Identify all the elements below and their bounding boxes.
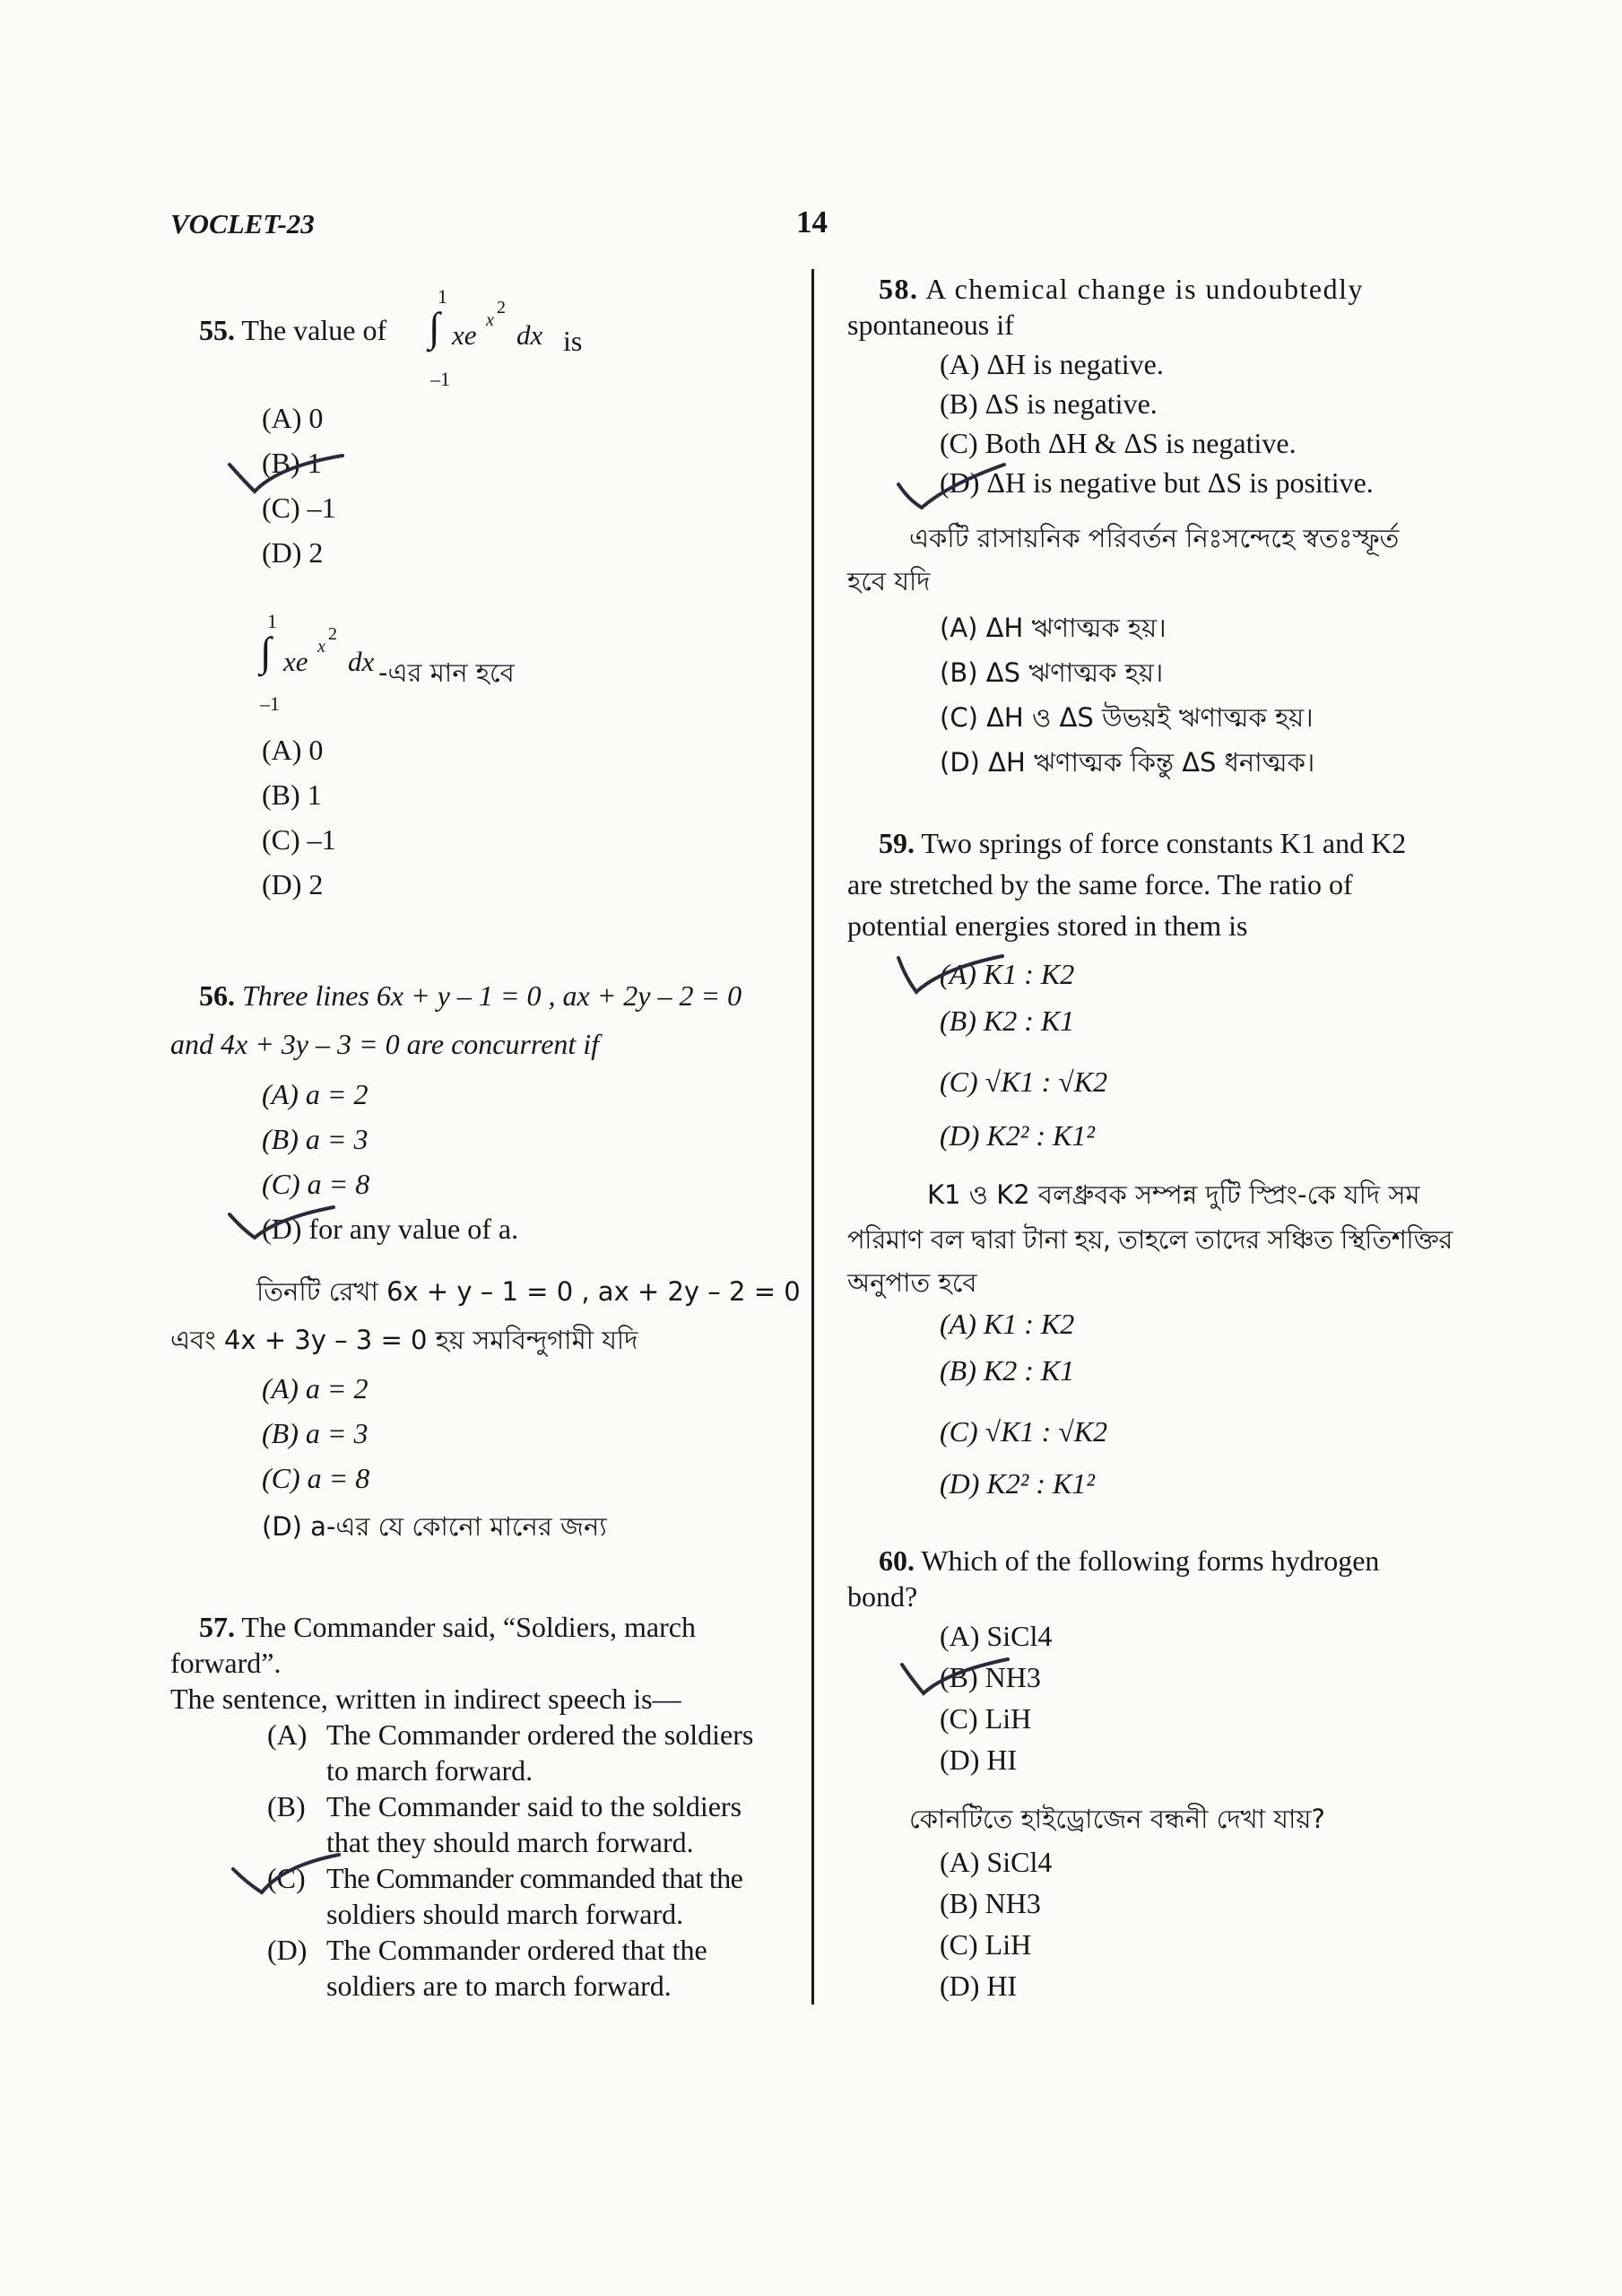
option-c[interactable]: (C) Both ΔH & ΔS is negative. [940, 427, 1297, 459]
option-label: (D) [267, 1934, 308, 1966]
exam-code: VOCLET-23 [170, 208, 315, 239]
question-number: 57. [199, 1611, 235, 1643]
option-text-line1: The Commander said to the soldiers [326, 1790, 742, 1822]
question-56 [199, 978, 742, 1013]
option-d[interactable]: (D) HI [940, 1744, 1018, 1776]
option-b[interactable]: (B) a = 3 [262, 1123, 369, 1155]
option-c[interactable]: (C) –1 [262, 491, 336, 524]
differential: dx [516, 319, 543, 351]
option-c[interactable]: (C) √K1 : √K2 [940, 1065, 1108, 1098]
option-d-bn[interactable]: (D) a-এর যে কোনো মানের জন্য [262, 1511, 607, 1542]
question-58 [879, 271, 1364, 307]
question-text-line1: Which of the following forms hydrogen [921, 1544, 1380, 1577]
integral-expression [429, 285, 572, 393]
option-a[interactable]: (A) K1 : K2 [940, 958, 1075, 990]
differential: dx [348, 646, 375, 677]
question-text-line1: Two springs of force constants K1 and K2 [921, 827, 1407, 859]
option-text-line2: that they should march forward. [326, 1826, 694, 1858]
option-label: (C) [267, 1862, 306, 1894]
question-text-line3: potential energies stored in them is [847, 909, 1248, 942]
question-text: The value of [241, 314, 387, 346]
option-c[interactable]: (C) LiH [940, 1702, 1032, 1735]
option-text-line2: soldiers are to march forward. [326, 1970, 672, 2002]
option-b[interactable]: (B) NH3 [940, 1661, 1041, 1693]
option-a[interactable]: (A) a = 2 [262, 1078, 369, 1110]
question-text-bn-line1: একটি রাসায়নিক পরিবর্তন নিঃসন্দেহে স্বতঃস্ফূর্ত [909, 523, 1400, 553]
question-57 [199, 1609, 696, 1645]
integrand-exponent: x [486, 310, 494, 330]
option-d[interactable]: (D) ΔH is negative but ΔS is positive. [940, 466, 1374, 499]
question-number: 58. [879, 273, 919, 305]
answer-tick-mark-icon [891, 947, 1008, 1001]
option-b-bn[interactable]: (B) a = 3 [262, 1417, 369, 1449]
integral-upper-limit: 1 [267, 610, 277, 632]
question-number: 60. [879, 1544, 915, 1577]
question-text-bn-line2: হবে যদি [847, 566, 931, 596]
option-a[interactable]: (A) SiCl4 [940, 1620, 1053, 1652]
question-text-line1: The Commander said, “Soldiers, march [241, 1611, 696, 1643]
answer-tick-mark-icon [897, 1652, 1013, 1702]
option-c-bn[interactable]: (C) ΔH ও ΔS উভয়ই ঋণাত্মক হয়। [940, 702, 1314, 733]
option-d-bn[interactable]: (D) K2² : K1² [940, 1467, 1095, 1500]
option-b[interactable]: (B) 1 [262, 447, 322, 479]
option-d[interactable]: (D) for any value of a. [262, 1213, 519, 1245]
question-text-line2: forward”. [170, 1647, 282, 1679]
option-a-bn[interactable]: (A) 0 [262, 734, 324, 766]
question-text-line1: Three lines 6x + y – 1 = 0 , ax + 2y – 2 = 0 [242, 979, 742, 1012]
question-text-line1: A chemical change is undoubtedly [925, 273, 1364, 305]
option-c-bn[interactable]: (C) a = 8 [262, 1462, 370, 1494]
question-text-line2: are stretched by the same force. The ratio of [847, 868, 1353, 900]
option-label: (B) [267, 1790, 306, 1822]
question-number: 56. [199, 979, 235, 1012]
option-text-line1: The Commander commanded that the [326, 1862, 743, 1894]
option-c[interactable]: (C) a = 8 [262, 1168, 370, 1200]
option-d-bn[interactable]: (D) HI [940, 1970, 1018, 2002]
option-b[interactable]: (B) K2 : K1 [940, 1004, 1075, 1037]
option-d-bn[interactable]: (D) ΔH ঋণাত্মক কিন্তু ΔS ধনাত্মক। [940, 747, 1315, 778]
option-c-bn[interactable]: (C) –1 [262, 823, 336, 856]
page-number: 14 [796, 204, 828, 239]
integral-sign: ∫ [429, 304, 440, 350]
option-a-bn[interactable]: (A) ΔH ঋণাত্মক হয়। [940, 613, 1167, 643]
integrand: xe [452, 319, 477, 351]
option-a-bn[interactable]: (A) a = 2 [262, 1372, 369, 1405]
option-c-bn[interactable]: (C) √K1 : √K2 [940, 1415, 1108, 1448]
option-c-bn[interactable]: (C) LiH [940, 1928, 1032, 1961]
option-b-bn[interactable]: (B) K2 : K1 [940, 1354, 1075, 1387]
question-text-line2: and 4x + 3y – 3 = 0 are concurrent if [170, 1028, 600, 1060]
option-b-bn[interactable]: (B) NH3 [940, 1887, 1041, 1919]
question-text-bn-line1: K1 ও K2 বলধ্রুবক সম্পন্ন দুটি স্প্রিং-কে যদি সম [927, 1179, 1420, 1210]
question-text-bn-line2: এবং 4x + 3y – 3 = 0 হয় সমবিন্দুগামী যদি [170, 1325, 638, 1355]
question-text-line2: bond? [847, 1580, 918, 1613]
option-b-bn[interactable]: (B) 1 [262, 778, 322, 811]
question-60 [879, 1543, 1379, 1578]
option-a[interactable] [267, 1717, 796, 1787]
integrand-exponent: x [317, 637, 325, 657]
option-d[interactable]: (D) 2 [262, 536, 324, 569]
option-text-line2: soldiers should march forward. [326, 1898, 684, 1930]
option-d-bn[interactable]: (D) 2 [262, 868, 324, 900]
answer-tick-mark-icon [224, 1202, 341, 1247]
integrand-exponent-power: 2 [497, 298, 506, 317]
option-d[interactable]: (D) K2² : K1² [940, 1119, 1095, 1152]
option-a-bn[interactable]: (A) SiCl4 [940, 1846, 1053, 1878]
integral-lower-limit: –1 [430, 368, 450, 390]
question-text-bn-line2: পরিমাণ বল দ্বারা টানা হয়, তাহলে তাদের সঞ্চিত স্থিতিশক্তির [847, 1224, 1453, 1255]
question-text-bn: কোনটিতে হাইড্রোজেন বন্ধনী দেখা যায়? [909, 1804, 1325, 1834]
answer-tick-mark-icon [228, 1849, 344, 1900]
question-text-bn-line3: অনুপাত হবে [847, 1267, 977, 1298]
integrand: xe [283, 646, 308, 677]
integral-upper-limit: 1 [438, 285, 447, 308]
question-text-bn: -এর মান হবে [378, 657, 515, 688]
option-a-bn[interactable]: (A) K1 : K2 [940, 1308, 1075, 1340]
option-b-bn[interactable]: (B) ΔS ঋণাত্মক হয়। [940, 657, 1164, 688]
option-c[interactable] [267, 1860, 796, 1930]
question-text-line3: The sentence, written in indirect speech is— [170, 1683, 681, 1715]
question-number: 59. [879, 827, 915, 859]
option-d[interactable] [267, 1932, 796, 2002]
question-number: 55. [199, 314, 235, 346]
option-text-line1: The Commander ordered the soldiers [326, 1718, 754, 1751]
question-text-end: is [563, 325, 583, 357]
option-text-line2: to march forward. [326, 1754, 533, 1787]
integral-sign: ∫ [260, 629, 272, 674]
option-label: (A) [267, 1718, 308, 1751]
column-divider [811, 269, 814, 2005]
option-text-line1: The Commander ordered that the [326, 1934, 707, 1966]
answer-tick-mark-icon [224, 447, 350, 500]
answer-tick-mark-icon [893, 457, 1010, 515]
question-59 [879, 825, 1406, 861]
integral-lower-limit: –1 [260, 692, 280, 715]
option-a[interactable]: (A) ΔH is negative. [940, 348, 1164, 380]
integrand-exponent-power: 2 [328, 624, 337, 644]
option-b[interactable] [267, 1788, 796, 1858]
question-text-bn-line1: তিনটি রেখা 6x + y – 1 = 0 , ax + 2y – 2 = 0 [256, 1276, 801, 1307]
question-text-line2: spontaneous if [847, 309, 1014, 341]
option-a[interactable]: (A) 0 [262, 402, 324, 434]
option-b[interactable]: (B) ΔS is negative. [940, 387, 1158, 420]
